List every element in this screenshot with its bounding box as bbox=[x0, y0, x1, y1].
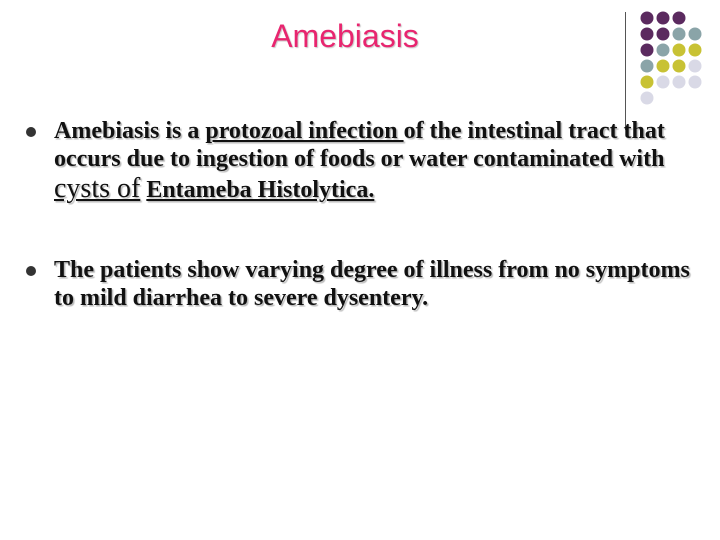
bullet-list bbox=[26, 117, 706, 312]
decorative-dot bbox=[641, 92, 654, 105]
decorative-dot bbox=[673, 76, 686, 89]
bullet-item-symptoms bbox=[26, 256, 706, 312]
decorative-dot bbox=[689, 76, 702, 89]
decorative-dot bbox=[657, 28, 670, 41]
decorative-dot bbox=[673, 28, 686, 41]
decorative-dot bbox=[641, 60, 654, 73]
bullet-text: The patients show varying degree of illness from no symptoms to mild diarrhea to severe dysentery. bbox=[54, 256, 690, 311]
decorative-dot bbox=[641, 12, 654, 25]
bullet-dot-icon bbox=[26, 266, 36, 276]
bullet-text-part: Amebiasis is a bbox=[54, 118, 206, 144]
decorative-dot bbox=[657, 12, 670, 25]
decorative-dot bbox=[689, 60, 702, 73]
bullet-dot-icon bbox=[26, 127, 36, 137]
entameba-histolytica-link[interactable]: Entameba Histolytica. bbox=[146, 177, 375, 204]
cysts-of-link[interactable]: cysts of bbox=[54, 173, 141, 205]
decorative-dot bbox=[641, 44, 654, 57]
bullet-item-definition bbox=[26, 117, 706, 206]
decorative-dot bbox=[673, 12, 686, 25]
decorative-dot bbox=[689, 28, 702, 41]
slide-title: Amebiasis bbox=[271, 18, 419, 54]
bullet-text-part: of the intestinal tract that occurs due to ingestion of foods or water contaminated with bbox=[54, 118, 665, 173]
decorative-dot bbox=[657, 76, 670, 89]
decorative-dot bbox=[657, 44, 670, 57]
decorative-dot bbox=[641, 76, 654, 89]
decorative-dot bbox=[689, 44, 702, 57]
decorative-dot bbox=[673, 60, 686, 73]
decorative-dot bbox=[641, 28, 654, 41]
protozoal-infection-link[interactable]: protozoal infection bbox=[205, 118, 404, 144]
decorative-dot bbox=[673, 44, 686, 57]
decorative-dot bbox=[657, 60, 670, 73]
